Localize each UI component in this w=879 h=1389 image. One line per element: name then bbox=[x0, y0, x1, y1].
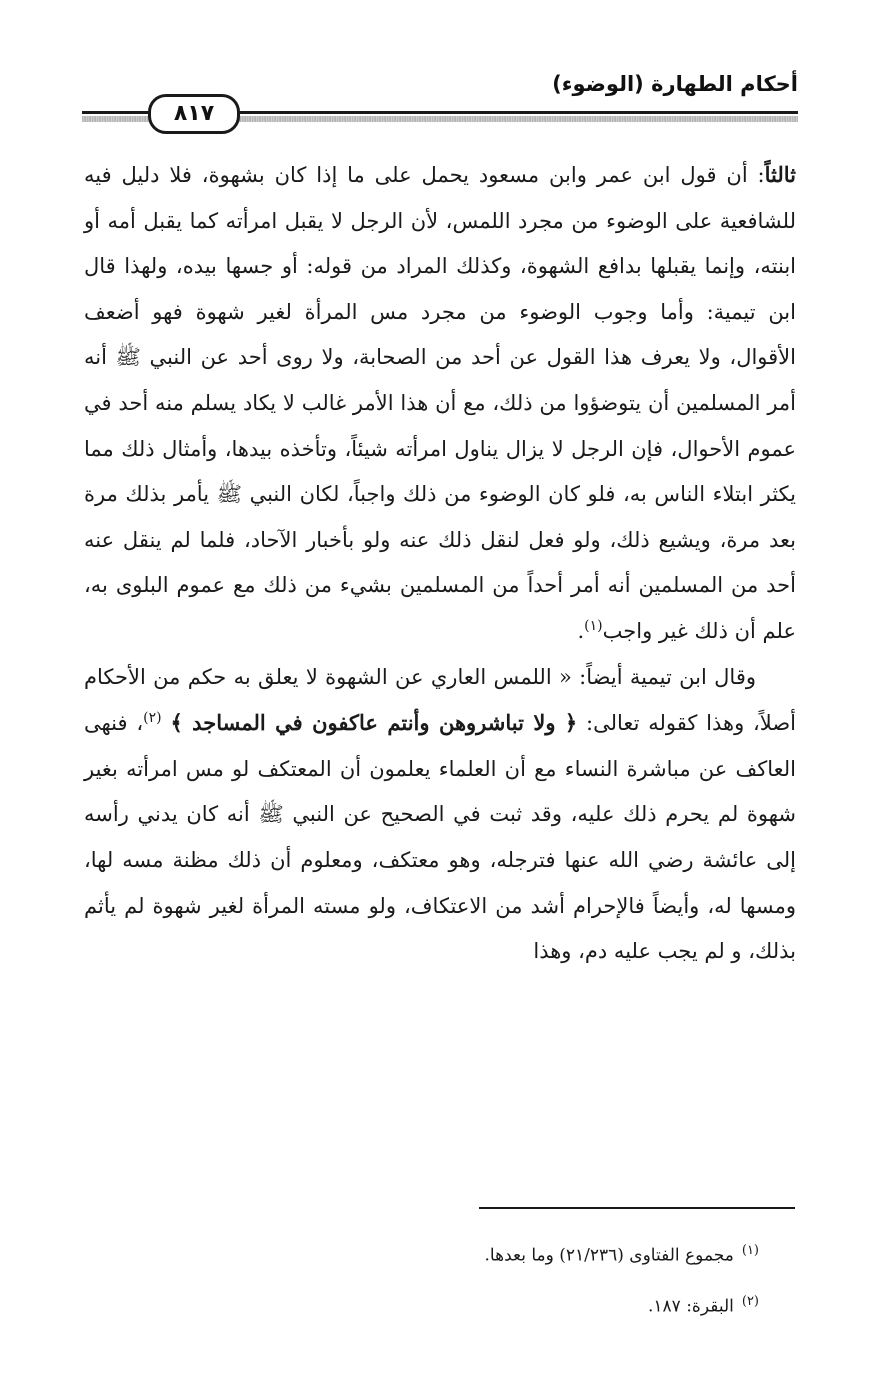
footnote-2 bbox=[199, 1279, 759, 1330]
running-title: أحكام الطهارة (الوضوء) bbox=[552, 72, 798, 96]
footnote-separator bbox=[479, 1207, 795, 1209]
footnote-number: (١) bbox=[741, 1243, 759, 1258]
footnote-1 bbox=[199, 1228, 759, 1279]
paragraph-2-text-a: وقال ابن تيمية أيضاً: « اللمس العاري عن الشهوة لا يعلق به حكم من الأحكام أصلاً، وهذا كقوله تعالى: bbox=[84, 664, 797, 736]
footnotes bbox=[199, 1228, 759, 1329]
paragraph-1-text: : أن قول ابن عمر وابن مسعود يحمل على ما إذا كان بشهوة، فلا دليل فيه للشافعية على الوضوء من مجرد اللمس، لأن الرجل لا يقبل امرأته كما يقبل أمه أو ابنته، وإنما يقبلها بدافع الشهوة، وكذلك المراد من قوله: أو جسها بيده، ولهذا قال ابن تيمية: وأما وجوب الوضوء من مجرد مس المرأة لغير شهوة فهو أضعف الأقوال، ولا يعرف هذا القول عن أحد من الصحابة، ولا روى أحد عن النبي ﷺ أنه أمر المسلمين أن يتوضؤوا من ذلك، مع أن هذا الأمر غالب لا يكاد يسلم منه أحد في عموم الأحوال، فإن الرجل لا يزال يناول امرأته شيئاً، وتأخذه بيدها، وأمثال ذلك مما يكثر ابتلاء الناس به، فلو كان الوضوء من ذلك واجباً، لكان النبي ﷺ يأمر بذلك مرة بعد مرة، ويشيع ذلك، ولو فعل لنقل ذلك عنه ولو بأخبار الآحاد، فلما لم ينقل عنه أحد من المسلمين أنه أمر أحداً من المسلمين بشيء من ذلك مع عموم البلوى به، علم أن ذلك غير واجب bbox=[84, 163, 796, 643]
paragraph-1-lead: ثالثاً bbox=[764, 162, 796, 187]
page-number: ٨١٧ bbox=[148, 94, 240, 134]
footnote-text: مجموع الفتاوى (٢١/٢٣٦) وما بعدها. bbox=[484, 1245, 734, 1266]
paragraph-2-text-b: ، فنهى العاكف عن مباشرة النساء مع أن العلماء يعلمون أن المعتكف لو مس امرأته بغير شهوة لم يحرم ذلك عليه، وقد ثبت في الصحيح عن النبي ﷺ أنه كان يدني رأسه إلى عائشة رضي الله عنها فترجله، وهو معتكف، ومعلوم أن ذلك مظنة مسه لها، ومسها له، وأيضاً فالإحرام أشد من الاعتكاف، ولو مسته المرأة لغير شهوة لم يأثم بذلك، و لم يجب عليه دم، وهذا bbox=[84, 711, 796, 964]
footnote-text: البقرة: ١٨٧. bbox=[647, 1296, 734, 1317]
footnote-ref-1: (١) bbox=[584, 617, 603, 634]
paragraph-2 bbox=[84, 655, 796, 975]
footnote-ref-2: (٢) bbox=[143, 710, 162, 727]
body-text bbox=[84, 152, 796, 975]
paragraph-1 bbox=[84, 152, 796, 655]
footnote-number: (٢) bbox=[741, 1293, 759, 1309]
paragraph-1-end: . bbox=[577, 618, 585, 643]
page-header bbox=[82, 66, 798, 126]
quran-verse: ﴿ ولا تباشروهن وأنتم عاكفون في المساجد ﴾ bbox=[170, 710, 578, 736]
